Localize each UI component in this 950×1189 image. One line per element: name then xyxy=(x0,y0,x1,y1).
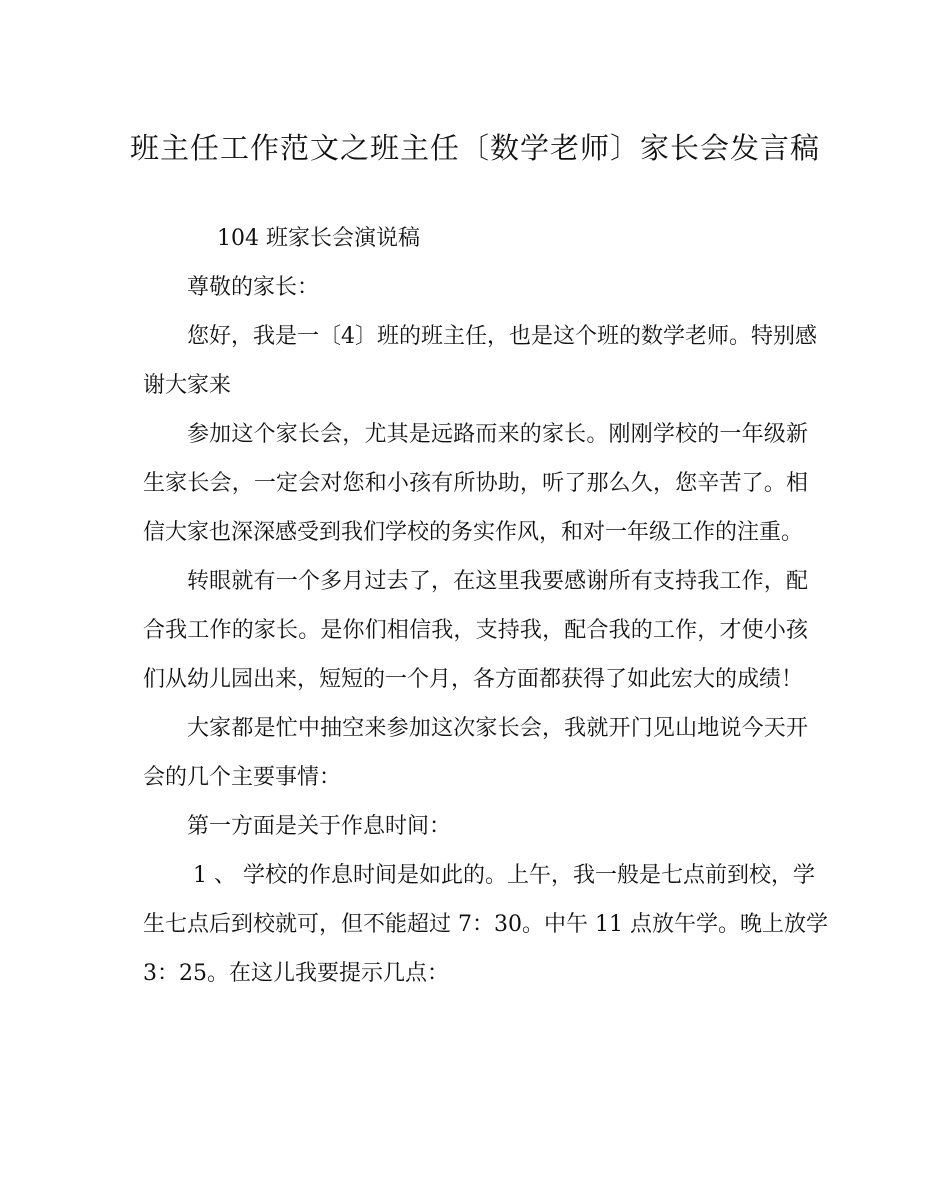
salutation: 尊敬的家长： xyxy=(187,275,320,300)
document-body xyxy=(143,220,828,1004)
paragraph-line: 1 、 学校的作息时间是如此的。上午，我一般是七点前到校，学 xyxy=(193,863,815,888)
paragraph-line: 会的几个主要事情： xyxy=(143,765,342,790)
paragraph-line: 转眼就有一个多月过去了，在这里我要感谢所有支持我工作，配 xyxy=(187,569,808,594)
paragraph-line: 们从幼儿园出来，短短的一个月，各方面都获得了如此宏大的成绩！ xyxy=(143,667,804,692)
document-title: 班主任工作范文之班主任〔数学老师〕家长会发言稿 xyxy=(129,131,820,165)
subtitle: 104 班家长会演说稿 xyxy=(217,226,420,251)
paragraph-line: 合我工作的家长。是你们相信我，支持我，配合我的工作，才使小孩 xyxy=(143,618,808,643)
paragraph-line: 参加这个家长会，尤其是远路而来的家长。刚刚学校的一年级新 xyxy=(187,422,808,447)
paragraph-line: 生七点后到校就可，但不能超过 7：30。中午 11 点放午学。晚上放学 xyxy=(143,912,828,937)
paragraph-line: 3：25。在这儿我要提示几点： xyxy=(143,961,449,986)
paragraph-line: 生家长会，一定会对您和小孩有所协助，听了那么久，您辛苦了。相 xyxy=(143,471,808,496)
paragraph-line: 信大家也深深感受到我们学校的务实作风，和对一年级工作的注重。 xyxy=(143,520,804,545)
paragraph-line: 您好，我是一〔4〕班的班主任，也是这个班的数学老师。特别感 xyxy=(187,324,817,349)
paragraph-line: 大家都是忙中抽空来参加这次家长会，我就开门见山地说今天开 xyxy=(187,716,808,741)
paragraph-line: 谢大家来 xyxy=(143,373,232,398)
paragraph-line: 第一方面是关于作息时间： xyxy=(187,814,452,839)
